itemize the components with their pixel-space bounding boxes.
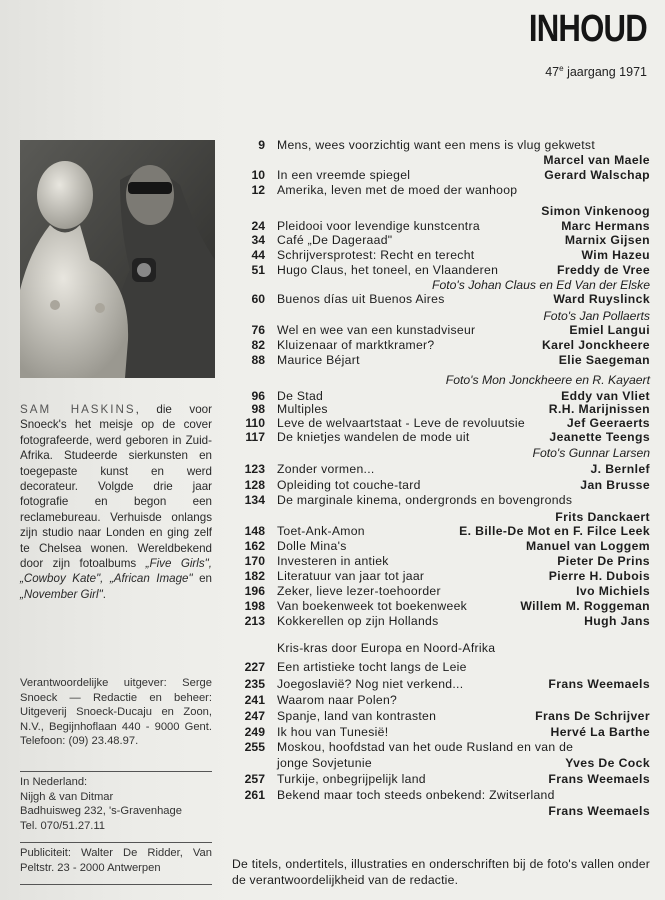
caption-lead: SAM HASKINS bbox=[20, 403, 136, 416]
caption-text: . bbox=[102, 587, 106, 601]
entry-title: Buenos días uit Buenos Aires bbox=[277, 292, 445, 306]
entry-author: Marcel van Maele bbox=[543, 153, 650, 167]
entry-title: Zeker, lieve lezer-toehoorder bbox=[277, 584, 441, 598]
nl-phone: Tel. 070/51.27.11 bbox=[20, 819, 106, 832]
toc-entry bbox=[232, 569, 650, 584]
toc-entry bbox=[232, 153, 650, 168]
toc-entry bbox=[232, 138, 650, 153]
page-title: INHOUD bbox=[529, 8, 647, 50]
nl-name: Nijgh & van Ditmar bbox=[20, 790, 114, 803]
entry-title: Toet-Ank-Amon bbox=[277, 524, 365, 538]
page-number: 170 bbox=[244, 554, 265, 568]
entry-author: R.H. Marijnissen bbox=[548, 402, 650, 416]
toc-entry bbox=[232, 740, 650, 755]
toc-entry bbox=[232, 599, 650, 614]
page-number: 162 bbox=[244, 539, 265, 553]
entry-title: Investeren in antiek bbox=[277, 554, 389, 568]
entry-author: Freddy de Vree bbox=[557, 263, 650, 277]
toc-entry bbox=[232, 263, 650, 278]
entry-author: Jef Geeraerts bbox=[566, 416, 650, 430]
page-number: 255 bbox=[244, 740, 265, 754]
volume-text: jaargang 1971 bbox=[567, 65, 647, 80]
volume-info bbox=[545, 64, 647, 79]
netherlands-distributor bbox=[20, 775, 212, 833]
entry-title: Kris-kras door Europa en Noord-Afrika bbox=[277, 641, 496, 655]
entry-author: Marc Hermans bbox=[561, 219, 650, 233]
page-number: 76 bbox=[251, 323, 265, 337]
toc-entry bbox=[232, 677, 650, 692]
entry-author: Eddy van Vliet bbox=[561, 389, 650, 403]
toc-entry bbox=[232, 493, 650, 508]
entry-author: Frits Danckaert bbox=[555, 510, 650, 524]
entry-author: Yves De Cock bbox=[565, 756, 650, 770]
page-number: 227 bbox=[244, 660, 265, 674]
entry-title: In een vreemde spiegel bbox=[277, 168, 411, 182]
entry-author: Willem M. Roggeman bbox=[520, 599, 650, 613]
toc-entry bbox=[232, 402, 650, 417]
caption-text: , die voor Snoeck's het meisje op de cover fotografeerde, werd geboren in Zuid-Afrika. Studeerde sierkunsten en toegepaste kunst en werd decorateur. Volgde drie jaar fotografie en begon een reclamebureau. Verhuisde onlangs zijn studio naar Londen en ging zelf te Chelsea wonen. Wereldbekend door zijn fotoalbums bbox=[20, 403, 212, 571]
entry-title: Amerika, leven met de moed der wanhoop bbox=[277, 183, 518, 197]
page-number: 198 bbox=[244, 599, 265, 613]
page-number: 196 bbox=[244, 584, 265, 598]
caption-text: en bbox=[192, 572, 212, 586]
entry-title: Maurice Béjart bbox=[277, 353, 360, 367]
entry-title: Mens, wees voorzichtig want een mens is vlug gekwetst bbox=[277, 138, 596, 152]
entry-author: Gerard Walschap bbox=[544, 168, 650, 182]
entry-title: Leve de welvaartstaat - Leve de revoluutsie bbox=[277, 416, 525, 430]
entry-title: Opleiding tot couche-tard bbox=[277, 478, 421, 492]
entry-title: Wel en wee van een kunstadviseur bbox=[277, 323, 476, 337]
page-number: 12 bbox=[251, 183, 265, 197]
photo-credit: Foto's Jan Pollaerts bbox=[543, 309, 650, 323]
page-number: 241 bbox=[244, 693, 265, 707]
toc-entry bbox=[232, 641, 650, 656]
entry-title: Bekend maar toch steeds onbekend: Zwitserland bbox=[277, 788, 555, 802]
page-number: 9 bbox=[258, 138, 265, 152]
photo-credit: Foto's Johan Claus en Ed Van der Elske bbox=[432, 278, 650, 292]
entry-author: Frans Weemaels bbox=[548, 772, 650, 786]
entry-title: Dolle Mina's bbox=[277, 539, 347, 553]
entry-author: Frans Weemaels bbox=[548, 677, 650, 691]
photo-caption bbox=[20, 402, 212, 602]
divider bbox=[20, 842, 212, 843]
caption-albums: „Five Girls", „Cowboy Kate", „African Image" bbox=[20, 557, 212, 586]
entry-author: Wim Hazeu bbox=[581, 248, 650, 262]
entry-author: Pierre H. Dubois bbox=[548, 569, 650, 583]
toc-entry bbox=[232, 353, 650, 368]
page-number: 249 bbox=[244, 725, 265, 739]
photo-credit-row bbox=[232, 278, 650, 293]
entry-author: Karel Jonckheere bbox=[541, 338, 650, 352]
nl-label: In Nederland: bbox=[20, 776, 88, 788]
toc-entry bbox=[232, 804, 650, 819]
page-number: 10 bbox=[251, 168, 265, 182]
page-number: 148 bbox=[244, 524, 265, 538]
page-number: 82 bbox=[251, 338, 265, 352]
page-number: 51 bbox=[251, 263, 265, 277]
entry-author: Jeanette Teengs bbox=[549, 430, 650, 444]
page-number: 88 bbox=[251, 353, 265, 367]
page-number: 134 bbox=[244, 493, 265, 507]
toc-entry bbox=[232, 510, 650, 525]
toc-entry bbox=[232, 584, 650, 599]
page-number: 182 bbox=[244, 569, 265, 583]
editorial-note: De titels, ondertitels, illustraties en onderschriften bij de foto's vallen onder de verantwoordelijkheid van de redactie. bbox=[232, 857, 650, 887]
entry-author: Manuel van Loggem bbox=[526, 539, 650, 553]
toc-entry bbox=[232, 462, 650, 477]
toc-entry bbox=[232, 539, 650, 554]
entry-author: Hugh Jans bbox=[584, 614, 650, 628]
entry-title: Moskou, hoofdstad van het oude Rusland en van de bbox=[277, 740, 574, 754]
entry-title: Van boekenweek tot boekenweek bbox=[277, 599, 468, 613]
entry-title: Literatuur van jaar tot jaar bbox=[277, 569, 425, 583]
entry-author: Ward Ruyslinck bbox=[553, 292, 650, 306]
toc-entry bbox=[232, 725, 650, 740]
page-number: 235 bbox=[244, 677, 265, 691]
entry-title: jonge Sovjetunie bbox=[277, 756, 372, 770]
cover-photographer-photo bbox=[20, 140, 215, 378]
entry-author: Pieter De Prins bbox=[557, 554, 650, 568]
toc-entry bbox=[232, 248, 650, 263]
toc-entry bbox=[232, 416, 650, 431]
page-number: 247 bbox=[244, 709, 265, 723]
page-number: 60 bbox=[251, 292, 265, 306]
toc-entry bbox=[232, 292, 650, 307]
toc-entry bbox=[232, 756, 650, 771]
entry-author: Frans Weemaels bbox=[548, 804, 650, 818]
toc-entry bbox=[232, 204, 650, 219]
toc-entry bbox=[232, 478, 650, 493]
photo-credit-row bbox=[232, 446, 650, 461]
page-number: 44 bbox=[251, 248, 265, 262]
entry-author: Simon Vinkenoog bbox=[541, 204, 650, 218]
toc-entry bbox=[232, 219, 650, 234]
entry-title: De knietjes wandelen de mode uit bbox=[277, 430, 470, 444]
toc-entry bbox=[232, 524, 650, 539]
toc-entry bbox=[232, 614, 650, 629]
entry-title: Turkije, onbegrijpelijk land bbox=[277, 772, 426, 786]
toc-entry bbox=[232, 168, 650, 183]
entry-author: Frans De Schrijver bbox=[535, 709, 650, 723]
divider bbox=[20, 884, 212, 885]
entry-title: De marginale kinema, ondergronds en bovengronds bbox=[277, 493, 573, 507]
entry-title: De Stad bbox=[277, 389, 324, 403]
page-number: 34 bbox=[251, 233, 265, 247]
page-number: 257 bbox=[244, 772, 265, 786]
toc-entry bbox=[232, 338, 650, 353]
page-number: 98 bbox=[251, 402, 265, 416]
entry-title: Spanje, land van kontrasten bbox=[277, 709, 437, 723]
toc-entry bbox=[232, 772, 650, 787]
divider bbox=[20, 771, 212, 772]
page-number: 96 bbox=[251, 389, 265, 403]
toc-entry bbox=[232, 788, 650, 803]
entry-title: Café „De Dageraad" bbox=[277, 233, 393, 247]
page-number: 123 bbox=[244, 462, 265, 476]
entry-author: J. Bernlef bbox=[590, 462, 650, 476]
entry-title: Kokkerellen op zijn Hollands bbox=[277, 614, 439, 628]
toc-entry bbox=[232, 430, 650, 445]
entry-author: E. Bille-De Mot en F. Filce Leek bbox=[459, 524, 650, 538]
photo-credit: Foto's Gunnar Larsen bbox=[532, 446, 650, 460]
volume-number: 47 bbox=[545, 65, 560, 80]
nl-address: Badhuisweg 232, 's-Gravenhage bbox=[20, 805, 182, 818]
toc-entry bbox=[232, 554, 650, 569]
photo-credit-row bbox=[232, 309, 650, 324]
advertising-info: Publiciteit: Walter De Ridder, Van Peltstr. 23 - 2000 Antwerpen bbox=[20, 847, 212, 874]
entry-title: Ik hou van Tunesië! bbox=[277, 725, 389, 739]
entry-title: Een artistieke tocht langs de Leie bbox=[277, 660, 467, 674]
entry-title: Multiples bbox=[277, 402, 328, 416]
entry-author: Elie Saegeman bbox=[558, 353, 650, 367]
toc-entry bbox=[232, 709, 650, 724]
volume-suffix: e bbox=[559, 64, 564, 73]
toc-entry bbox=[232, 323, 650, 338]
entry-author: Emiel Langui bbox=[569, 323, 650, 337]
toc-entry bbox=[232, 183, 650, 198]
entry-author: Jan Brusse bbox=[580, 478, 650, 492]
toc-entry bbox=[232, 660, 650, 675]
page-number: 261 bbox=[244, 788, 265, 802]
page-number: 128 bbox=[244, 478, 265, 492]
toc-entry bbox=[232, 693, 650, 708]
entry-title: Kluizenaar of marktkramer? bbox=[277, 338, 435, 352]
caption-album: „November Girl" bbox=[20, 587, 103, 601]
page-number: 117 bbox=[245, 430, 265, 444]
page-number: 24 bbox=[251, 219, 265, 233]
entry-title: Hugo Claus, het toneel, en Vlaanderen bbox=[277, 263, 499, 277]
entry-title: Zonder vormen... bbox=[277, 462, 375, 476]
entry-author: Marnix Gijsen bbox=[564, 233, 650, 247]
entry-title: Waarom naar Polen? bbox=[277, 693, 398, 707]
entry-author: Hervé La Barthe bbox=[550, 725, 650, 739]
publisher-info: Verantwoordelijke uitgever: Serge Snoeck — Redactie en beheer: Uitgeverij Snoeck-Ducaju en Zoon, N.V., Begijnhoflaan 440 - 9000 Gent. Telefoon: (09) 23.48.97. bbox=[20, 677, 212, 748]
entry-title: Joegoslavië? Nog niet verkend... bbox=[277, 677, 464, 691]
photo-credit-row bbox=[232, 373, 650, 388]
entry-title: Pleidooi voor levendige kunstcentra bbox=[277, 219, 480, 233]
page-number: 213 bbox=[244, 614, 265, 628]
entry-author: Ivo Michiels bbox=[576, 584, 650, 598]
photo-credit: Foto's Mon Jonckheere en R. Kayaert bbox=[445, 373, 650, 387]
toc-entry bbox=[232, 233, 650, 248]
entry-title: Schrijversprotest: Recht en terecht bbox=[277, 248, 475, 262]
page-number: 110 bbox=[245, 416, 265, 430]
